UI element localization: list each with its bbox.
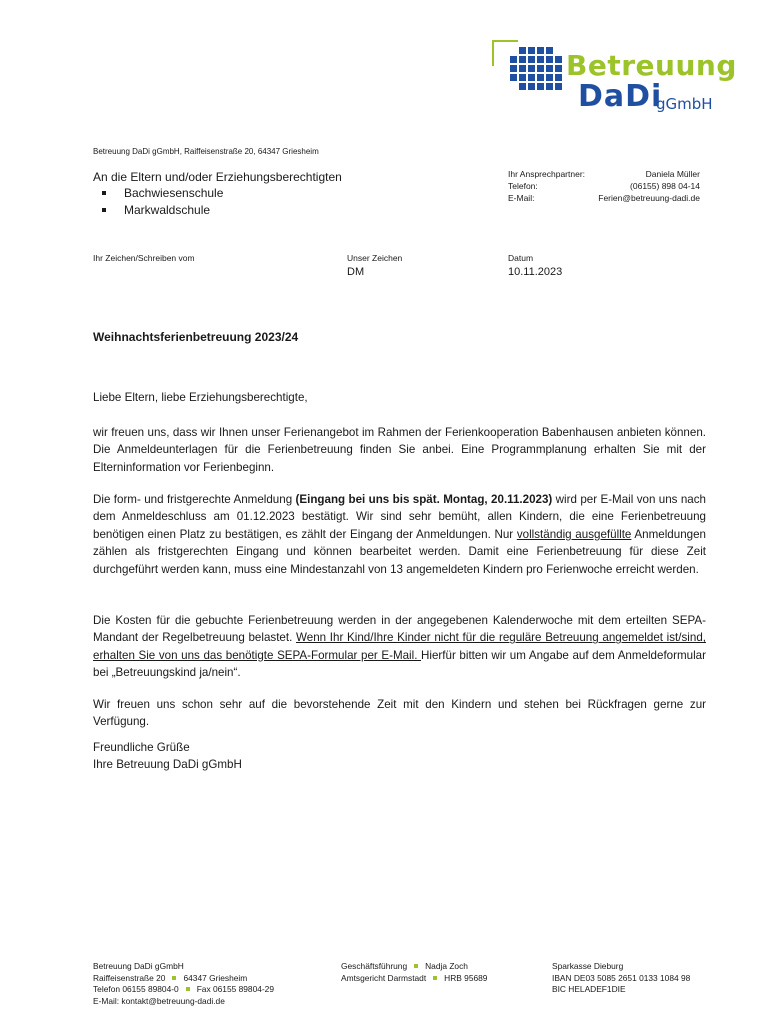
footer-hrb: HRB 95689 — [444, 972, 488, 983]
our-reference-value: DM — [347, 266, 365, 278]
footer-management-label: Geschäftsführung — [341, 961, 408, 971]
our-reference-label: Unser Zeichen — [347, 253, 403, 263]
contact-phone-row — [508, 180, 700, 192]
your-reference-label: Ihr Zeichen/Schreiben vom — [93, 253, 195, 263]
sepa-notice: Wenn Ihr Kind/Ihre Kinder nicht für die reguläre Betreuung angemeldet ist/sind, erhalten Sie von uns das benötigte SEPA-Formular per E-Mail. — [93, 631, 706, 662]
footer-management — [341, 961, 487, 984]
paragraph-2-part-c: wird per E-Mail von uns nach dem Anmeldeschluss am 01.12.2023 bestätigt. Wir sind sehr bemüht, allen Kindern, die eine Ferienbetreuung benötigen einen Platz zu bestätigen, es zählt der Eingang der Anmeldungen. Nur — [93, 493, 707, 541]
footer-company: Betreuung DaDi gGmbH — [93, 961, 184, 971]
footer-street-city — [93, 973, 274, 985]
sender-return-line: Betreuung DaDi gGmbH, Raiffeisenstraße 20, 64347 Griesheim — [93, 147, 319, 156]
contact-email-row — [508, 192, 700, 204]
salutation-text: Liebe Eltern, liebe Erziehungsberechtigte, — [93, 391, 308, 404]
paragraph-1-text: wir freuen uns, dass wir Ihnen unser Ferienangebot im Rahmen der Ferienkooperation Babenhausen anbieten können. Die Anmeldeunterlagen für die Ferienbetreuung finden Sie anbei. Eine Programmplanung erhalten Sie mit der Elterninformation vor Ferienbeginn. — [93, 426, 706, 474]
closing-signature: Ihre Betreuung DaDi gGmbH — [93, 758, 242, 772]
list-item-school: Bachwiesenschule — [93, 185, 342, 202]
footer-court: Amtsgericht Darmstadt — [341, 972, 427, 983]
footer-address — [93, 961, 274, 1007]
closing-greeting: Freundliche Grüße — [93, 741, 190, 754]
contact-phone-label: Telefon: — [508, 181, 538, 191]
date-label: Datum — [508, 253, 534, 263]
logo-text-dadi: DaDi — [578, 79, 663, 114]
recipient-block — [93, 169, 342, 219]
salutation — [93, 389, 706, 406]
footer-city: 64347 Griesheim — [183, 972, 248, 983]
contact-person-row — [508, 168, 700, 180]
contact-person-label: Ihr Ansprechpartner: — [508, 169, 586, 179]
completed-emphasis: vollständig ausgefüllte — [516, 527, 632, 541]
paragraph-3-part-a: Die Kosten für die gebuchte Ferienbetreuung werden in der angegebenen Kalenderwoche mit dem erteilten SEPA-Mandant der Regelbetreuung belastet. — [93, 614, 706, 645]
contact-email-value: Ferien@betreuung-dadi.de — [598, 193, 700, 203]
footer-court-row — [341, 973, 487, 985]
separator-dot — [433, 976, 437, 980]
separator-dot — [186, 987, 190, 991]
logo-text-betreuung: Betreuung — [566, 49, 737, 82]
footer-phone-fax — [93, 984, 274, 996]
logo-text-ggmbh: gGmbH — [656, 95, 713, 113]
contact-person-value: Daniela Müller — [645, 169, 700, 179]
contact-phone-value: (06155) 898 04-14 — [630, 181, 700, 191]
contact-block — [508, 168, 700, 208]
date-value: 10.11.2023 — [508, 266, 563, 278]
registration-deadline: (Eingang bei uns bis spät. Montag, 20.11.2023) — [295, 493, 553, 506]
contact-email-label: E-Mail: — [508, 193, 535, 203]
paragraph-4-text: Wir freuen uns schon sehr auf die bevorstehende Zeit mit den Kindern und stehen bei Rückfragen gerne zur Verfügung. — [93, 698, 706, 729]
paragraph-1 — [93, 424, 706, 476]
paragraph-2-part-e: Anmeldungen zählen als fristgerechten Eingang und können bearbeitet werden. Damit eine Ferienbetreuung für diese Zeit durchgeführt werden kann, muss eine Mindestanzahl von 13 angemeldeten Kindern pro Ferienwoche erreicht werden. — [93, 527, 706, 576]
footer-bic: BIC HELADEF1DIE — [552, 984, 626, 995]
paragraph-3-text — [93, 612, 706, 682]
paragraph-3-part-c: Hierfür bitten wir um Angabe auf dem Anmeldeformular bei „Betreuungskind ja/nein“. — [93, 648, 706, 680]
list-item-school: Markwaldschule — [93, 202, 342, 219]
letter-subject: Weihnachtsferienbetreuung 2023/24 — [93, 330, 299, 344]
footer-email: E-Mail: kontakt@betreuung-dadi.de — [93, 995, 225, 1006]
separator-dot — [414, 964, 418, 968]
footer-street: Raiffeisenstraße 20 — [93, 972, 166, 983]
school-list — [93, 185, 342, 219]
footer-bank — [552, 961, 690, 996]
footer-fax: Fax 06155 89804-29 — [196, 984, 274, 995]
recipient-title: An die Eltern und/oder Erziehungsberechtigten — [93, 170, 342, 184]
footer-management-row — [341, 961, 487, 973]
separator-dot — [172, 976, 176, 980]
footer-management-name: Nadja Zoch — [425, 961, 468, 971]
paragraph-4 — [93, 696, 706, 731]
footer-iban: IBAN DE03 5085 2651 0133 1084 98 — [552, 972, 691, 983]
footer-bank-name: Sparkasse Dieburg — [552, 961, 624, 971]
paragraph-3 — [93, 612, 706, 682]
footer-phone: Telefon 06155 89804-0 — [93, 984, 179, 995]
paragraph-2-part-a: Die form- und fristgerechte Anmeldung — [93, 493, 296, 506]
paragraph-2-text — [93, 491, 706, 578]
closing-block — [93, 739, 706, 774]
paragraph-2 — [93, 491, 706, 578]
